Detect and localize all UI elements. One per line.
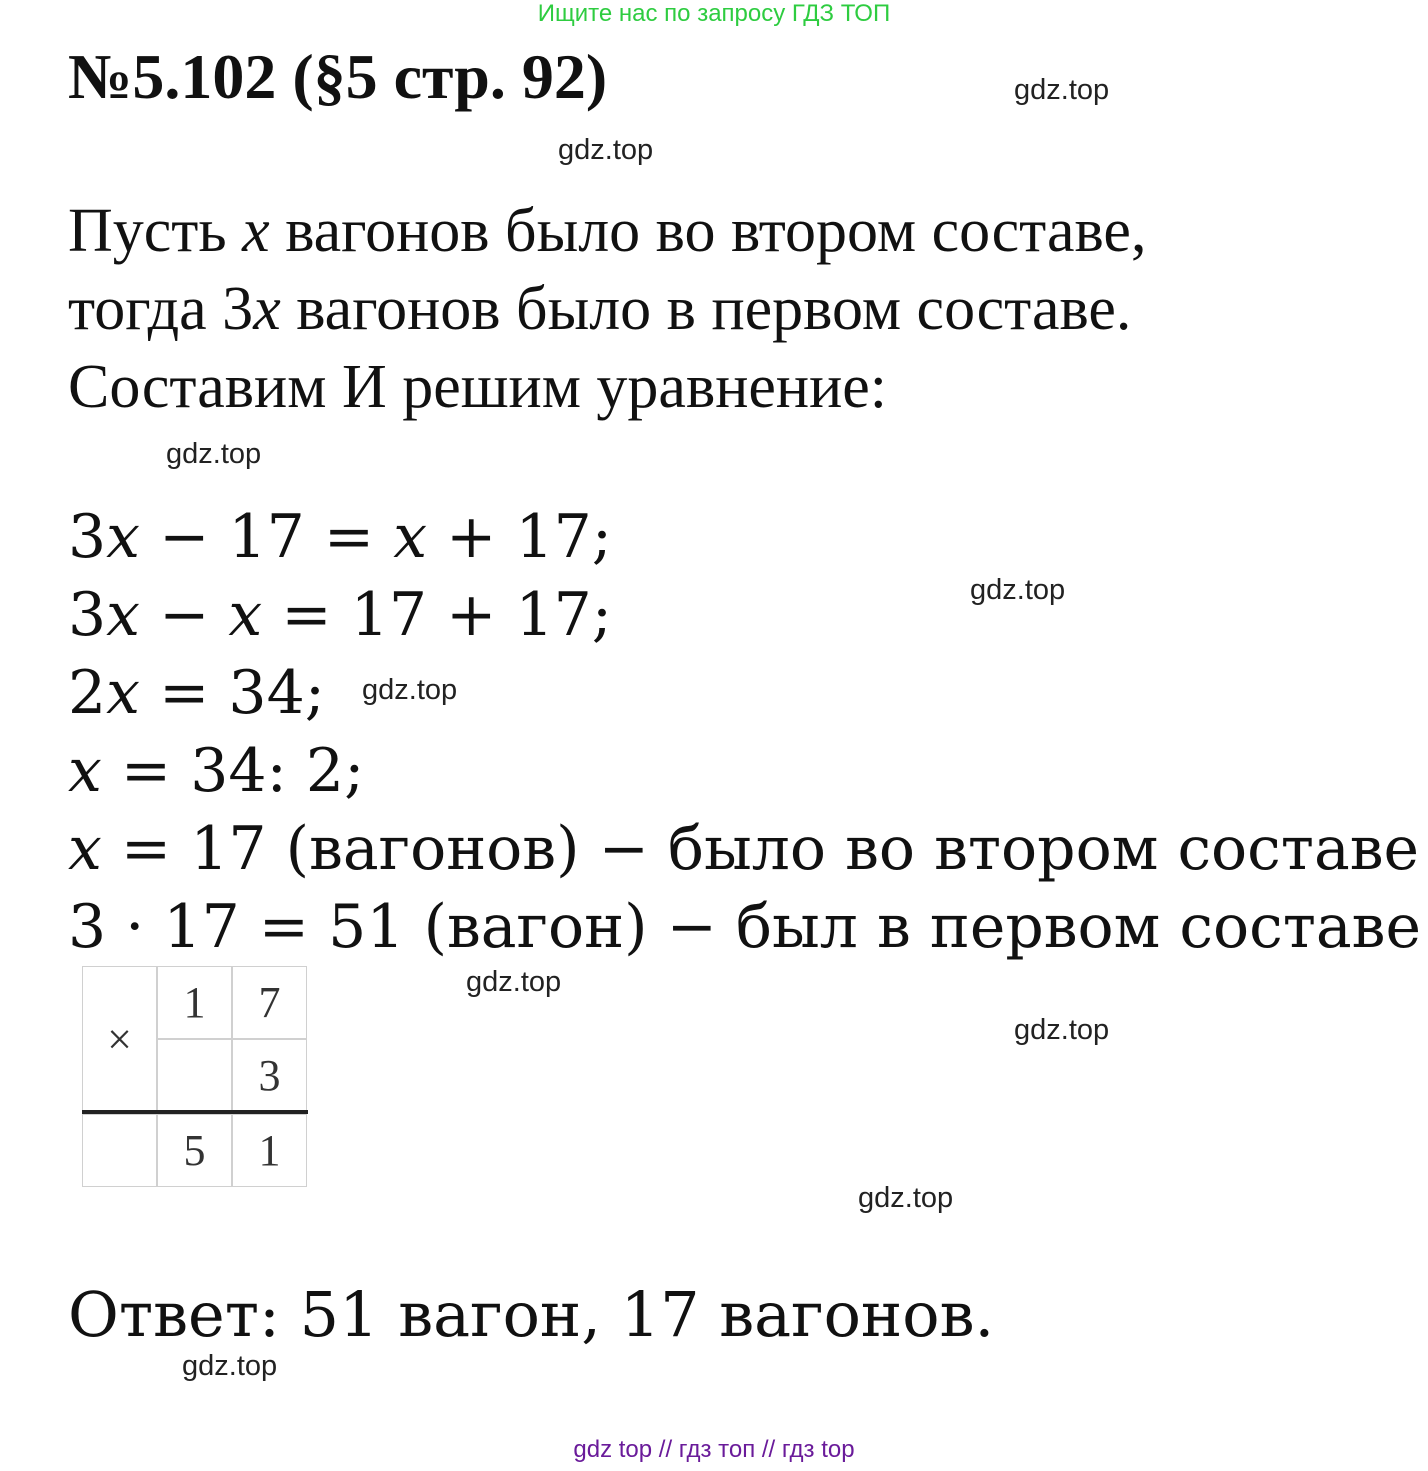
variable-x: x <box>253 275 281 343</box>
calc-digit: 1 <box>157 966 232 1039</box>
calc-digit: 3 <box>232 1039 307 1112</box>
intro-line-3: Составим И решим уравнение: <box>68 353 888 421</box>
watermark: gdz.top <box>166 438 262 470</box>
watermark: gdz.top <box>182 1350 278 1382</box>
intro-line-2-b: вагонов было в первом составе. <box>280 275 1132 343</box>
page-title: №5.102 (§5 стр. 92) <box>68 41 608 112</box>
watermark: gdz.top <box>1014 74 1110 106</box>
calc-digit: 7 <box>232 966 307 1039</box>
intro-line-1-b: вагонов было во втором составе, <box>269 197 1147 265</box>
equation-line: 3 · 17 = 51 (вагон) − был в первом составе <box>68 892 1421 962</box>
calc-digit <box>157 1039 232 1112</box>
watermark: gdz.top <box>970 574 1066 606</box>
watermark: gdz.top <box>1014 1014 1110 1046</box>
column-multiplication <box>82 966 308 1186</box>
watermark: gdz.top <box>362 674 458 706</box>
intro-line-1-a: Пусть <box>68 197 243 265</box>
calc-digit: 1 <box>232 1114 307 1187</box>
calc-digit <box>82 1114 157 1187</box>
variable-x: x <box>242 197 270 265</box>
intro-line-2 <box>68 274 1131 345</box>
promo-banner: Ищите нас по запросу ГДЗ ТОП <box>537 0 891 27</box>
equation-line: 3𝑥 − 17 = 𝑥 + 17; <box>68 502 613 572</box>
answer-line: Ответ: 51 вагон, 17 вагонов. <box>68 1278 995 1351</box>
watermark: gdz.top <box>466 966 562 998</box>
equation-line: 𝑥 = 17 (вагонов) − было во втором составе <box>68 814 1420 884</box>
equation-line: 2𝑥 = 34; <box>68 658 325 728</box>
calc-digit: 5 <box>157 1114 232 1187</box>
equation-line: 3𝑥 − 𝑥 = 17 + 17; <box>68 580 613 650</box>
footer-watermark: gdz top // гдз топ // гдз top <box>573 1436 855 1463</box>
watermark: gdz.top <box>858 1182 954 1214</box>
watermark: gdz.top <box>558 134 654 166</box>
equation-line: 𝑥 = 34: 2; <box>68 736 365 806</box>
intro-line-1 <box>68 196 1146 267</box>
multiply-sign: × <box>82 966 157 1112</box>
intro-line-2-a: тогда 3 <box>68 275 254 343</box>
